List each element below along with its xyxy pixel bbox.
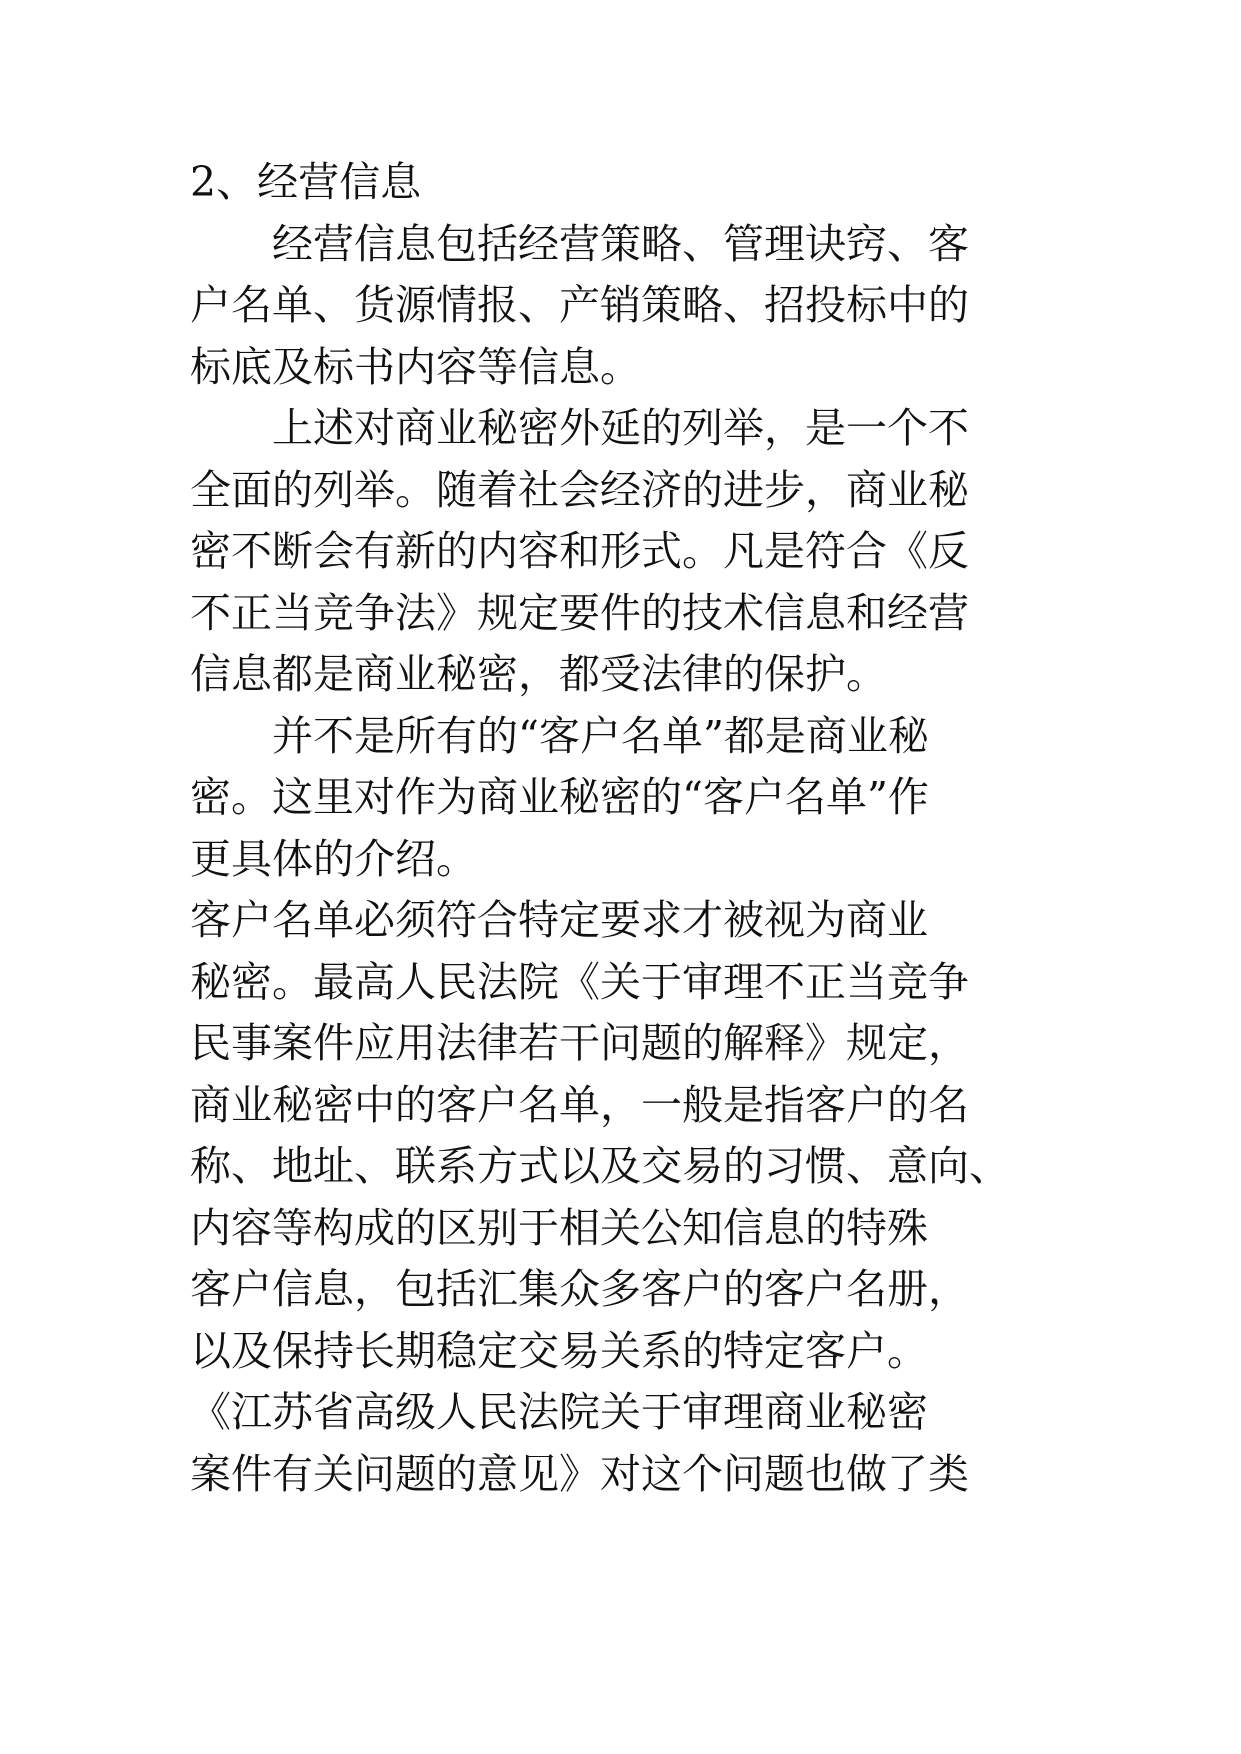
paragraph-line: 户名单、货源情报、产销策略、招投标中的 (190, 281, 969, 329)
paragraph-line: 称、地址、联系方式以及交易的习惯、意向、 (190, 1142, 1010, 1190)
paragraph-line: 不正当竞争法》规定要件的技术信息和经营 (190, 588, 969, 637)
paragraph-line: 全面的列举。随着社会经济的进步，商业秘 (190, 465, 969, 514)
paragraph-line: 客户信息，包括汇集众多客户的客户名册， (190, 1265, 969, 1313)
paragraph-line: 经营信息包括经营策略、管理诀窍、客 (272, 219, 969, 268)
paragraph-line: 《江苏省高级人民法院关于审理商业秘密 (190, 1388, 928, 1436)
paragraph-line: 民事案件应用法律若干问题的解释》规定， (190, 1019, 969, 1067)
paragraph-line: 客户名单必须符合特定要求才被视为商业 (190, 896, 928, 944)
paragraph-line: 密不断会有新的内容和形式。凡是符合《反 (190, 527, 969, 575)
paragraph-line: 信息都是商业秘密，都受法律的保护。 (190, 650, 887, 698)
paragraph-line: 上述对商业秘密外延的列举，是一个不 (272, 404, 969, 452)
body-text (190, 152, 1070, 1505)
paragraph-line: 更具体的介绍。 (190, 834, 477, 883)
paragraph-line: 商业秘密中的客户名单，一般是指客户的名 (190, 1080, 969, 1129)
paragraph-line: 密。这里对作为商业秘密的“客户名单”作 (190, 773, 929, 821)
paragraph-line: 内容等构成的区别于相关公知信息的特殊 (190, 1203, 928, 1252)
paragraph-line: 标底及标书内容等信息。 (190, 342, 641, 391)
paragraph-line: 案件有关问题的意见》对这个问题也做了类 (190, 1449, 969, 1498)
paragraph-line: 秘密。最高人民法院《关于审理不正当竞争 (190, 957, 969, 1006)
paragraph-line: 并不是所有的“客户名单”都是商业秘 (272, 711, 929, 760)
paragraph-line: 以及保持长期稳定交易关系的特定客户。 (190, 1326, 928, 1375)
section-heading: 2、经营信息 (190, 158, 422, 206)
